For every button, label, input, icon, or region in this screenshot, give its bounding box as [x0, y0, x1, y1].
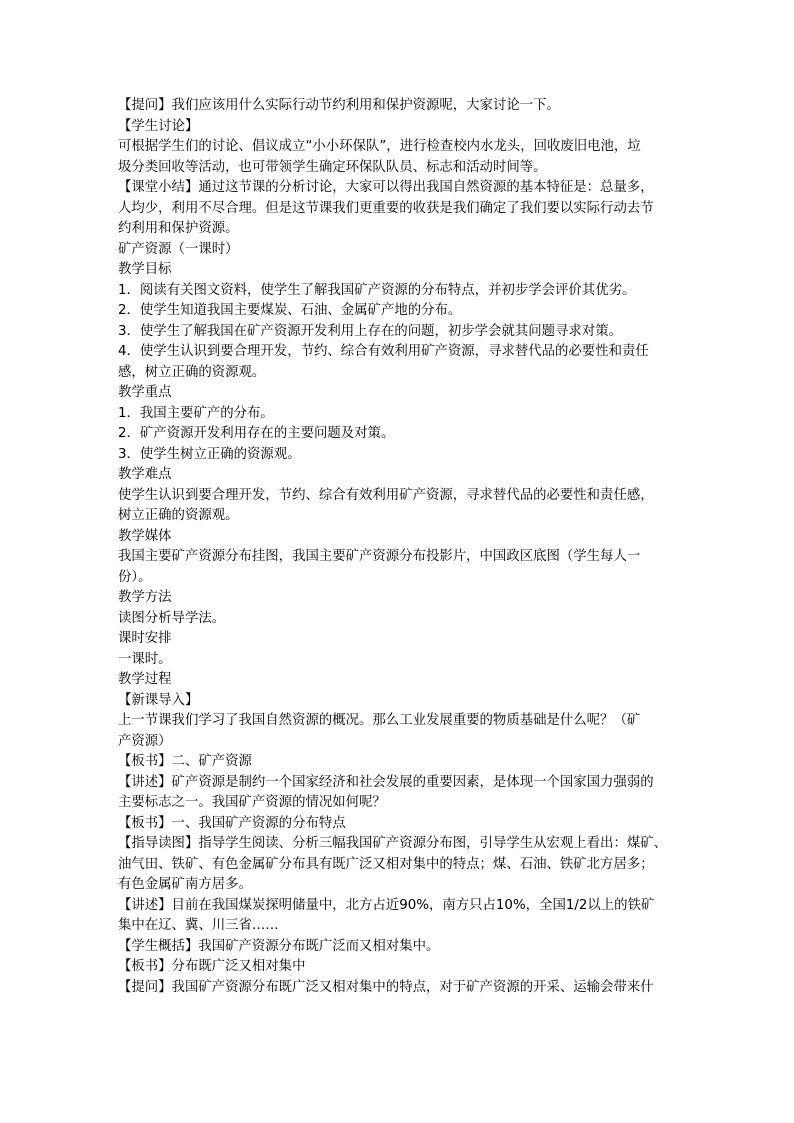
text-line: 教学方法: [118, 590, 172, 605]
text-line: 人均少，利用不尽合理。但是这节课我们更重要的收获是我们确定了我们要以实际行动去节: [118, 200, 654, 216]
text-line: 份）。: [118, 569, 152, 585]
text-line: 感，树立正确的资源观。: [118, 364, 266, 380]
text-line: 【课堂小结】通过这节课的分析讨论，大家可以得出我国自然资源的基本特征是：总量多，: [118, 180, 654, 195]
text-line: 课时安排: [118, 631, 172, 646]
text-line: 教学媒体: [118, 528, 172, 544]
text-line: 【新课导入】: [118, 692, 199, 708]
text-line: 集中在辽、冀、川三省……: [118, 918, 279, 933]
text-line: 教学目标: [118, 262, 172, 277]
text-line: 【板书】二、矿产资源: [118, 754, 252, 769]
text-line: 1．我国主要矿产的分布。: [118, 405, 274, 421]
text-line: 读图分析导学法。: [118, 610, 226, 626]
text-line: 主要标志之一。我国矿产资源的情况如何呢？: [118, 795, 386, 810]
text-line: 油气田、铁矿、有色金属矿分布具有既广泛又相对集中的特点；煤、石油、铁矿北方居多；: [118, 856, 654, 872]
text-line: 【板书】分布既广泛又相对集中: [118, 959, 306, 974]
text-line: 【讲述】目前在我国煤炭探明储量中，北方占近90%，南方只占10%，全国1/2以上的铁矿: [118, 897, 655, 913]
text-line: 【板书】一、我国矿产资源的分布特点: [118, 815, 346, 831]
text-line: 圾分类回收等活动，也可带领学生确定环保队队员、标志和活动时间等。: [118, 159, 547, 175]
text-line: 【提问】我们应该用什么实际行动节约利用和保护资源呢，大家讨论一下。: [118, 98, 560, 113]
document-body: [118, 96, 683, 998]
text-line: 【提问】我国矿产资源分布既广泛又相对集中的特点，对于矿产资源的开采、运输会带来什: [118, 979, 654, 995]
text-line: 产资源）: [118, 733, 172, 749]
text-line: 树立正确的资源观。: [118, 508, 239, 523]
text-line: 4．使学生认识到要合理开发，节约、综合有效利用矿产资源，寻求替代品的必要性和责任: [118, 344, 649, 359]
text-line: 约利用和保护资源。: [118, 221, 239, 236]
text-line: 2．矿产资源开发利用存在的主要问题及对策。: [118, 426, 395, 441]
text-line: 我国主要矿产资源分布挂图，我国主要矿产资源分布投影片，中国政区底图（学生每人一: [118, 549, 641, 564]
text-line: 有色金属矿南方居多。: [118, 877, 252, 892]
text-line: 一课时。: [118, 651, 172, 667]
text-line: 使学生认识到要合理开发，节约、综合有效利用矿产资源，寻求替代品的必要性和责任感，: [118, 487, 654, 503]
text-line: 【学生概括】我国矿产资源分布既广泛而又相对集中。: [118, 938, 440, 954]
text-line: 可根据学生们的讨论、倡议成立“小小环保队”，进行检查校内水龙头，回收废旧电池，垃: [118, 139, 641, 154]
text-line: 【指导读图】指导学生阅读、分析三幅我国矿产资源分布图，引导学生从宏观上看出：煤矿、: [118, 836, 668, 851]
text-line: 【讲述】矿产资源是制约一个国家经济和社会发展的重要因素，是体现一个国家国力强弱的: [118, 774, 654, 790]
text-line: 教学过程: [118, 672, 172, 687]
text-line: 矿产资源（一课时）: [118, 241, 239, 257]
text-line: 教学重点: [118, 385, 172, 400]
text-line: 3．使学生树立正确的资源观。: [118, 446, 301, 462]
text-line: 2．使学生知道我国主要煤炭、石油、金属矿产地的分布。: [118, 303, 462, 318]
text-line: 上一节课我们学习了我国自然资源的概况。那么工业发展重要的物质基础是什么呢？（矿: [118, 713, 641, 728]
text-line: 3．使学生了解我国在矿产资源开发利用上存在的问题，初步学会就其问题寻求对策。: [118, 323, 622, 339]
text-line: 【学生讨论】: [118, 118, 199, 134]
text-line: 1．阅读有关图文资料，使学生了解我国矿产资源的分布特点，并初步学会评价其优劣。: [118, 282, 636, 298]
text-line: 教学难点: [118, 467, 172, 482]
